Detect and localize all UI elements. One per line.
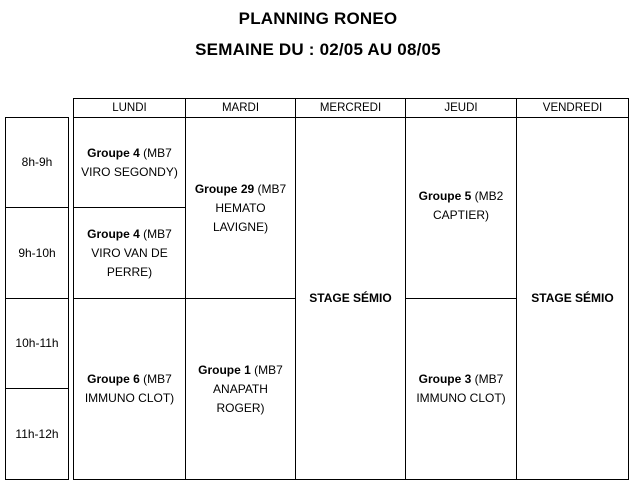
event-group: Groupe 4 (87, 145, 140, 160)
event-group: Groupe 6 (87, 372, 140, 386)
event-jeudi-8h[interactable] (405, 117, 517, 299)
event-lundi-9h[interactable] (73, 207, 186, 299)
event-group: Groupe 1 (198, 362, 251, 377)
event-group: Groupe 3 (418, 372, 472, 386)
header-vendredi: VENDREDI (516, 98, 629, 118)
event-lundi-10h[interactable] (73, 298, 186, 480)
event-course: (MB7 (139, 145, 172, 160)
page-title: PLANNING RONEO (238, 9, 398, 28)
event-mercredi-stage[interactable]: STAGE SÉMIO (295, 117, 406, 480)
event-mardi-8h[interactable] (185, 117, 296, 299)
event-course: (MB7 (139, 372, 172, 386)
event-detail: CAPTIER) (432, 208, 489, 222)
time-slot-10h-11h: 10h-11h (5, 298, 69, 389)
time-slot-8h-9h: 8h-9h (5, 117, 69, 208)
event-detail: VIRO VAN DE (91, 245, 168, 260)
event-detail: HEMATO (215, 200, 266, 215)
event-detail: IMMUNO CLOT) (84, 391, 175, 405)
event-course: (MB7 (139, 226, 172, 241)
week-subtitle: SEMAINE DU : 02/05 AU 08/05 (195, 40, 441, 59)
event-course: (MB7 (250, 362, 283, 377)
event-group: Groupe 29 (194, 181, 255, 196)
event-group: Groupe 5 (418, 189, 472, 203)
event-course: (MB2 (471, 189, 504, 203)
event-detail: VIRO SEGONDY) (81, 164, 178, 179)
event-vendredi-stage[interactable]: STAGE SÉMIO (516, 117, 629, 480)
event-detail: ANAPATH (213, 381, 268, 396)
header-mardi: MARDI (185, 98, 296, 118)
header-jeudi: JEUDI (405, 98, 517, 118)
header-mercredi: MERCREDI (295, 98, 406, 118)
time-slot-9h-10h: 9h-10h (5, 207, 69, 299)
event-lundi-8h[interactable] (73, 117, 186, 208)
event-group: Groupe 4 (87, 226, 140, 241)
event-detail: ROGER) (216, 400, 265, 415)
event-jeudi-10h[interactable] (405, 298, 517, 480)
event-mardi-10h[interactable] (185, 298, 296, 480)
header-lundi: LUNDI (73, 98, 186, 118)
event-detail: LAVIGNE) (212, 219, 269, 234)
event-detail: PERRE) (106, 264, 153, 279)
event-course: (MB7 (254, 181, 287, 196)
event-course: (MB7 (471, 372, 504, 386)
event-detail: IMMUNO CLOT) (416, 391, 506, 405)
time-slot-11h-12h: 11h-12h (5, 388, 69, 480)
